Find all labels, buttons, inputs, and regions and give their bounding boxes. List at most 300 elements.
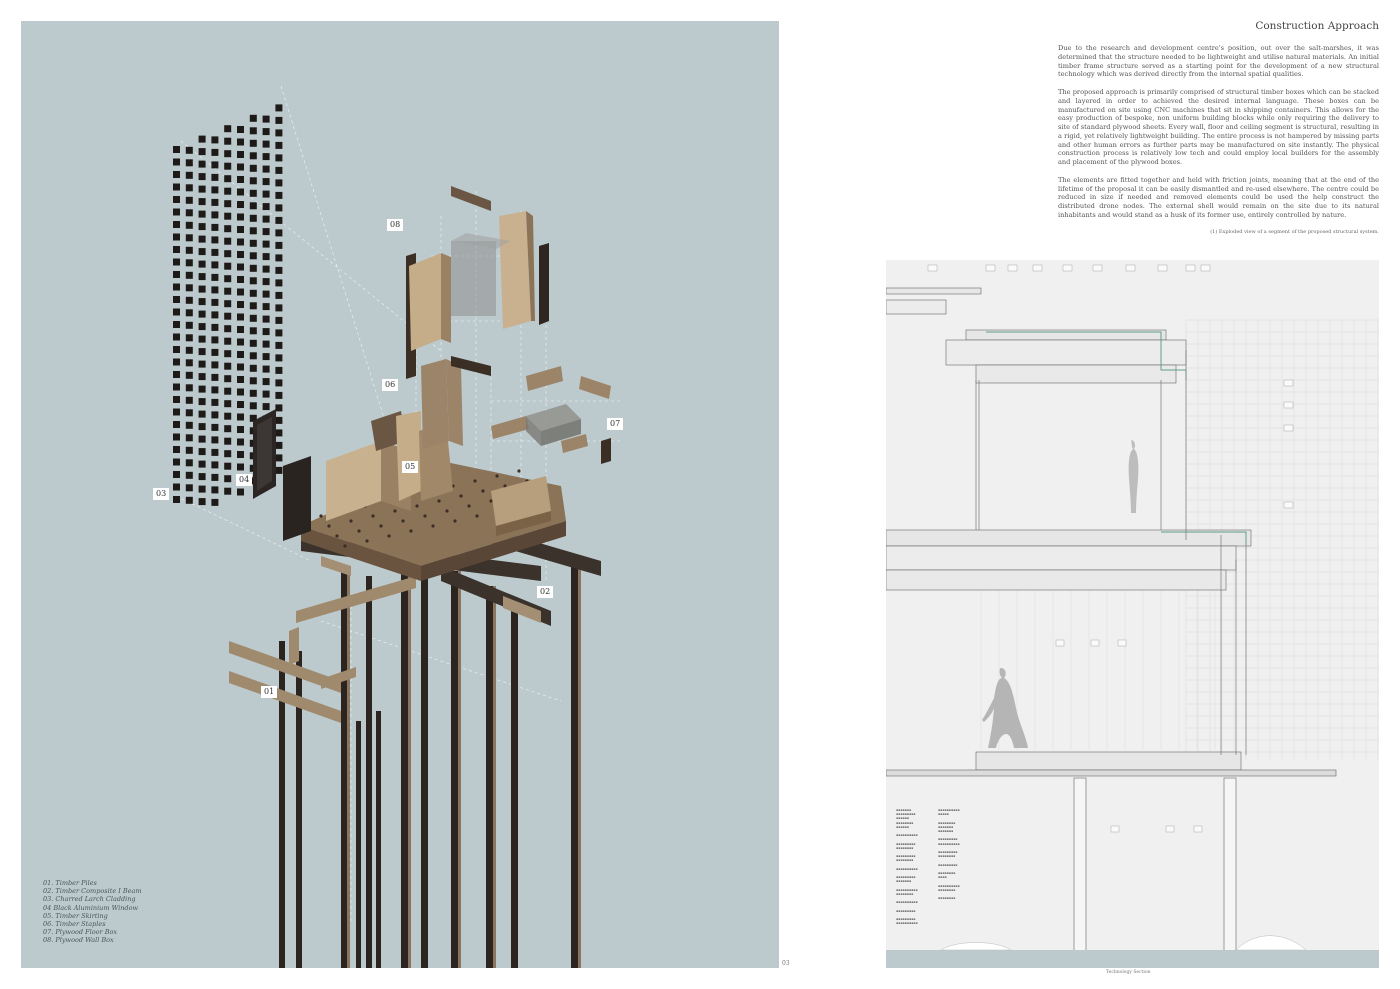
cladding-block: [263, 128, 270, 135]
legend-item: 05. Timber Skirting: [43, 911, 108, 920]
cladding-block: [224, 300, 231, 307]
cladding-block: [211, 436, 218, 443]
cladding-block: [275, 454, 282, 461]
cladding-block: [211, 211, 218, 218]
cladding-block: [186, 147, 193, 154]
floor-hole: [349, 519, 352, 522]
cladding-block: [263, 216, 270, 223]
timber-piles: [279, 561, 578, 968]
floor-hole: [393, 509, 396, 512]
cladding-block: [186, 247, 193, 254]
legend-item: 02. Timber Composite I Beam: [43, 887, 142, 896]
cladding-block: [237, 214, 244, 221]
floor-hole: [415, 504, 418, 507]
cladding-block: [237, 339, 244, 346]
cladding-block: [250, 402, 257, 409]
cladding-block: [211, 236, 218, 243]
cladding-block: [186, 197, 193, 204]
cladding-block: [199, 236, 206, 243]
description-column: [1058, 20, 1379, 235]
cladding-block: [263, 228, 270, 235]
cladding-block: [224, 475, 231, 482]
section-notes-right: ▪▪▪▪▪▪▪▪▪▪ ▪▪▪▪▪ ▪▪▪▪▪▪▪▪ ▪▪▪▪▪▪▪ ▪▪▪▪▪▪▪ ▪▪▪▪▪▪▪▪▪ ▪▪▪▪▪▪▪▪▪▪ ▪▪▪▪▪▪▪▪▪ ▪▪▪▪▪▪▪▪ ▪▪▪▪▪▪▪▪▪ ▪▪▪▪▪▪▪▪ ▪▪▪▪ ▪▪▪▪▪▪▪▪▪▪ ▪▪▪▪▪▪▪▪ ▪▪▪▪▪▪▪▪: [938, 808, 960, 901]
cladding-block: [199, 223, 206, 230]
cladding-block: [199, 136, 206, 143]
cladding-block: [275, 104, 282, 111]
leader-tag: [1284, 380, 1293, 386]
cladding-block: [186, 284, 193, 291]
cladding-block: [199, 286, 206, 293]
cladding-block: [211, 361, 218, 368]
cladding-block: [263, 191, 270, 198]
cladding-block: [199, 173, 206, 180]
cladding-block: [275, 129, 282, 136]
leader-tag: [1194, 826, 1202, 832]
cladding-block: [173, 409, 180, 416]
cladding-block: [186, 209, 193, 216]
cladding-block: [199, 261, 206, 268]
cladding-block: [173, 234, 180, 241]
cladding-block: [173, 359, 180, 366]
cladding-block: [199, 361, 206, 368]
floor-hole: [327, 524, 330, 527]
leader-tag: [1201, 265, 1210, 271]
cladding-block: [199, 186, 206, 193]
cladding-block: [237, 151, 244, 158]
cladding-block: [237, 326, 244, 333]
cladding-block: [224, 125, 231, 132]
cladding-block: [275, 204, 282, 211]
floor-hole: [517, 469, 520, 472]
floor-hole: [495, 474, 498, 477]
leader-tag: [1033, 265, 1042, 271]
cladding-block: [173, 484, 180, 491]
cladding-block: [275, 229, 282, 236]
leader-tag: [1063, 265, 1072, 271]
cladding-block: [199, 198, 206, 205]
label-01: 01: [261, 686, 277, 698]
cladding-block: [224, 425, 231, 432]
cladding-block: [250, 140, 257, 147]
cladding-block: [199, 211, 206, 218]
floor-hole: [489, 499, 492, 502]
cladding-block: [211, 136, 218, 143]
cladding-block: [237, 201, 244, 208]
cladding-block: [186, 434, 193, 441]
cladding-block: [224, 450, 231, 457]
cladding-block: [237, 314, 244, 321]
cladding-block: [211, 199, 218, 206]
cladding-block: [173, 496, 180, 503]
cladding-block: [173, 396, 180, 403]
floor-hole: [387, 534, 390, 537]
cladding-block: [186, 259, 193, 266]
cladding-block: [237, 351, 244, 358]
cladding-block: [237, 251, 244, 258]
cladding-block: [250, 315, 257, 322]
cladding-block: [186, 384, 193, 391]
cladding-block: [275, 379, 282, 386]
cladding-block: [250, 390, 257, 397]
floor-hole: [437, 499, 440, 502]
floor-hole: [401, 519, 404, 522]
cladding-block: [250, 340, 257, 347]
cladding-block: [211, 274, 218, 281]
cladding-block: [224, 400, 231, 407]
cladding-block: [211, 499, 218, 506]
cladding-block: [237, 226, 244, 233]
label-07: 07: [607, 418, 623, 430]
cladding-block: [199, 498, 206, 505]
cladding-block: [224, 363, 231, 370]
cladding-block: [250, 265, 257, 272]
cladding-block: [224, 200, 231, 207]
cladding-block: [237, 389, 244, 396]
cladding-block: [173, 446, 180, 453]
cladding-block: [186, 372, 193, 379]
cladding-block: [211, 399, 218, 406]
cladding-block: [199, 386, 206, 393]
cladding-block: [199, 273, 206, 280]
cladding-block: [263, 366, 270, 373]
floor-hole: [343, 544, 346, 547]
cladding-block: [199, 486, 206, 493]
cladding-block: [211, 286, 218, 293]
cladding-block: [186, 359, 193, 366]
cladding-block: [186, 422, 193, 429]
cladding-block: [199, 311, 206, 318]
label-05: 05: [402, 461, 418, 473]
cladding-block: [224, 213, 231, 220]
cladding-block: [275, 417, 282, 424]
cladding-block: [224, 388, 231, 395]
cladding-block: [173, 346, 180, 353]
cladding-block: [211, 374, 218, 381]
cladding-block: [237, 164, 244, 171]
floor-hole: [473, 479, 476, 482]
cladding-block: [263, 316, 270, 323]
cladding-block: [211, 299, 218, 306]
legend-item: 06. Timber Staples: [43, 920, 106, 929]
leader-tag: [1158, 265, 1167, 271]
cladding-block: [224, 250, 231, 257]
floor-hole: [475, 514, 478, 517]
cladding-block: [224, 438, 231, 445]
cladding-block: [237, 126, 244, 133]
cladding-block: [237, 239, 244, 246]
floor-hole: [453, 519, 456, 522]
cladding-block: [199, 336, 206, 343]
cladding-block: [186, 447, 193, 454]
cladding-block: [186, 459, 193, 466]
cladding-block: [250, 240, 257, 247]
cladding-block: [211, 486, 218, 493]
cladding-block: [250, 352, 257, 359]
cladding-block: [211, 161, 218, 168]
cladding-block: [199, 398, 206, 405]
cladding-block: [275, 142, 282, 149]
leader-tag: [1093, 265, 1102, 271]
page-heading: Construction Approach: [1255, 20, 1379, 32]
legend-item: 03. Charred Larch Cladding: [43, 895, 136, 904]
cladding-block: [173, 221, 180, 228]
cladding-block: [275, 192, 282, 199]
cladding-block: [250, 177, 257, 184]
cladding-block: [263, 303, 270, 310]
cladding-block: [224, 275, 231, 282]
cladding-block: [263, 153, 270, 160]
cladding-block: [275, 117, 282, 124]
cladding-block: [224, 238, 231, 245]
cladding-block: [237, 139, 244, 146]
cladding-block: [263, 203, 270, 210]
label-08: 08: [387, 219, 403, 231]
section-notes-left: ▪▪▪▪▪▪▪ ▪▪▪▪▪▪▪▪▪ ▪▪▪▪▪▪ ▪▪▪▪▪▪▪▪ ▪▪▪▪▪▪ ▪▪▪▪▪▪▪▪▪▪ ▪▪▪▪▪▪▪▪▪ ▪▪▪▪▪▪▪▪ ▪▪▪▪▪▪▪▪▪ ▪▪▪▪▪▪▪▪ ▪▪▪▪▪▪▪▪▪▪ ▪▪▪▪▪▪▪▪▪ ▪▪▪▪▪▪▪ ▪▪▪▪▪▪▪▪▪▪ ▪▪▪▪▪▪▪▪ ▪▪▪▪▪▪▪▪▪▪ ▪▪▪▪▪▪▪▪▪ ▪▪▪▪▪▪▪▪▪ ▪▪▪▪▪▪▪▪▪▪: [896, 808, 918, 926]
timber-staples: [421, 359, 611, 453]
cladding-block: [211, 261, 218, 268]
cladding-block: [263, 178, 270, 185]
leader-tag: [1284, 402, 1293, 408]
cladding-block: [173, 271, 180, 278]
cladding-block: [275, 392, 282, 399]
cladding-block: [211, 249, 218, 256]
cladding-block: [250, 277, 257, 284]
cladding-block: [237, 276, 244, 283]
cladding-block: [275, 267, 282, 274]
cladding-block: [250, 327, 257, 334]
leader-tag: [1111, 826, 1119, 832]
cladding-block: [211, 324, 218, 331]
cladding-block: [224, 325, 231, 332]
cladding-block: [199, 298, 206, 305]
cladding-block: [275, 367, 282, 374]
cladding-block: [237, 176, 244, 183]
cladding-block: [199, 411, 206, 418]
floor-hole: [335, 534, 338, 537]
cladding-block: [199, 461, 206, 468]
technical-section-drawing: [886, 260, 1379, 968]
floor-hole: [431, 524, 434, 527]
cladding-block: [224, 375, 231, 382]
cladding-block: [275, 442, 282, 449]
cladding-block: [275, 329, 282, 336]
cladding-block: [173, 259, 180, 266]
cladding-block: [211, 149, 218, 156]
figure-caption: (1) Exploded view of a segment of the proposed structural system.: [1210, 228, 1379, 235]
cladding-block: [263, 328, 270, 335]
cladding-block: [199, 423, 206, 430]
component-legend: [43, 879, 142, 945]
floor-hole: [371, 514, 374, 517]
paragraph-1: Due to the research and development centre's position, out over the salt-marshes, it was determined that the structure needed to be lightweight and utilise natural materials. An initial timber frame structure served as a starting point for the development of a new structural technology which was derived directly from the internal spatial qualities.: [1058, 44, 1379, 79]
floor-hole: [319, 514, 322, 517]
cladding-block: [173, 196, 180, 203]
cladding-block: [211, 411, 218, 418]
cladding-block: [263, 391, 270, 398]
cladding-block: [186, 272, 193, 279]
leader-tag: [928, 265, 937, 271]
cladding-block: [211, 336, 218, 343]
cladding-block: [263, 403, 270, 410]
cladding-block: [275, 317, 282, 324]
cladding-block: [263, 278, 270, 285]
cladding-block: [186, 234, 193, 241]
cladding-block: [211, 449, 218, 456]
cladding-block: [173, 384, 180, 391]
cladding-block: [224, 488, 231, 495]
leader-tag: [1186, 265, 1195, 271]
cladding-block: [263, 378, 270, 385]
label-06: 06: [382, 379, 398, 391]
cladding-block: [237, 414, 244, 421]
cladding-block: [250, 127, 257, 134]
cladding-block: [224, 263, 231, 270]
cladding-block: [173, 146, 180, 153]
floor-hole: [445, 509, 448, 512]
exploded-axonometric-drawing: [21, 21, 779, 968]
cladding-block: [211, 474, 218, 481]
label-03: 03: [153, 488, 169, 500]
cladding-block: [275, 404, 282, 411]
cladding-block: [224, 313, 231, 320]
cladding-block: [275, 429, 282, 436]
cladding-block: [173, 309, 180, 316]
cladding-block: [263, 266, 270, 273]
cladding-block: [173, 471, 180, 478]
floor-hole: [409, 529, 412, 532]
cladding-block: [237, 426, 244, 433]
cladding-block: [250, 165, 257, 172]
cladding-block: [275, 167, 282, 174]
leader-tag: [1008, 265, 1017, 271]
cladding-block: [250, 115, 257, 122]
leader-tag: [1091, 640, 1099, 646]
cladding-block: [173, 434, 180, 441]
cladding-block: [275, 342, 282, 349]
floor-hole: [459, 494, 462, 497]
cladding-block: [224, 150, 231, 157]
leader-tag: [1284, 425, 1293, 431]
cladding-block: [224, 163, 231, 170]
cladding-block: [186, 409, 193, 416]
cladding-block: [250, 365, 257, 372]
page-number: 03: [782, 960, 790, 967]
cladding-block: [173, 284, 180, 291]
cladding-block: [224, 188, 231, 195]
cladding-block: [199, 148, 206, 155]
cladding-block: [237, 464, 244, 471]
cladding-block: [224, 175, 231, 182]
cladding-block: [275, 242, 282, 249]
cladding-block: [199, 448, 206, 455]
cladding-block: [275, 292, 282, 299]
cladding-block: [211, 311, 218, 318]
cladding-block: [224, 338, 231, 345]
cladding-block: [186, 472, 193, 479]
timber-beams-lower: [229, 576, 416, 723]
cladding-block: [237, 376, 244, 383]
cladding-block: [173, 421, 180, 428]
cladding-block: [186, 347, 193, 354]
cladding-block: [224, 138, 231, 145]
cladding-block: [275, 154, 282, 161]
cladding-block: [237, 451, 244, 458]
cladding-block: [173, 296, 180, 303]
cladding-block: [211, 224, 218, 231]
cladding-block: [211, 424, 218, 431]
cladding-block: [199, 348, 206, 355]
cladding-block: [186, 309, 193, 316]
leader-tag: [1118, 640, 1126, 646]
cladding-block: [224, 225, 231, 232]
cladding-block: [199, 436, 206, 443]
cladding-block: [237, 489, 244, 496]
cladding-block: [211, 461, 218, 468]
cladding-block: [250, 290, 257, 297]
cladding-block: [250, 152, 257, 159]
section-caption: Technology Section: [1106, 970, 1151, 975]
cladding-block: [250, 302, 257, 309]
cladding-block: [237, 439, 244, 446]
cladding-block: [237, 401, 244, 408]
floor-hole: [365, 539, 368, 542]
label-02: 02: [537, 586, 553, 598]
cladding-block: [186, 397, 193, 404]
cladding-block: [173, 246, 180, 253]
cladding-block: [173, 159, 180, 166]
cladding-block: [275, 467, 282, 474]
legend-item: 07. Plywood Floor Box: [43, 928, 118, 937]
cladding-block: [199, 473, 206, 480]
cladding-block: [250, 202, 257, 209]
cladding-block: [263, 166, 270, 173]
cladding-block: [263, 141, 270, 148]
floor-hole: [481, 489, 484, 492]
cladding-block: [237, 189, 244, 196]
cladding-block: [173, 184, 180, 191]
cladding-block: [186, 159, 193, 166]
paragraph-3: The elements are fitted together and held with friction joints, meaning that at the end of the lifetime of the proposal it can be easily dismantled and re-used elsewhere. The centre could be reduced in size if needed and removed elements could be used the help construct the distributed drone nodes. The external shell would remain on the site due to its natural inhabitants and would stand as a husk of its former use, entirely controlled by nature.: [1058, 175, 1379, 219]
cladding-block: [199, 323, 206, 330]
floor-hole: [423, 514, 426, 517]
cladding-block: [186, 497, 193, 504]
cladding-block: [173, 209, 180, 216]
cladding-block: [275, 304, 282, 311]
cladding-block: [237, 364, 244, 371]
plywood-wall-box: [406, 186, 549, 379]
cladding-block: [250, 190, 257, 197]
cladding-block: [250, 377, 257, 384]
cladding-block: [263, 341, 270, 348]
cladding-block: [186, 322, 193, 329]
legend-item: 01. Timber Piles: [43, 879, 97, 887]
label-04: 04: [236, 474, 252, 486]
cladding-block: [211, 174, 218, 181]
cladding-block: [199, 161, 206, 168]
cladding-block: [186, 222, 193, 229]
cladding-block: [173, 459, 180, 466]
cladding-block: [237, 289, 244, 296]
cladding-block: [224, 288, 231, 295]
legend-item: 04 Black Aluminium Window: [43, 903, 139, 912]
cladding-block: [275, 254, 282, 261]
cladding-block: [275, 354, 282, 361]
cladding-block: [263, 353, 270, 360]
cladding-block: [173, 371, 180, 378]
cladding-block: [186, 297, 193, 304]
cladding-block: [250, 215, 257, 222]
cladding-block: [263, 253, 270, 260]
